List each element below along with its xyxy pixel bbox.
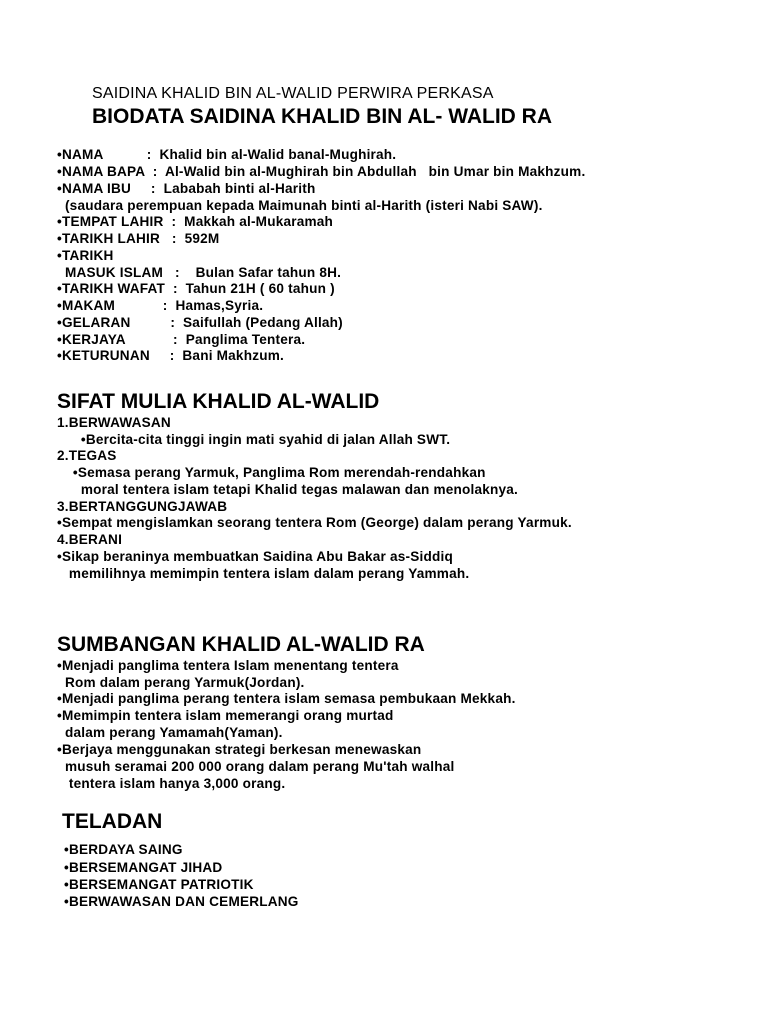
teladan-heading: TELADAN [62, 810, 163, 833]
biodata-line: •GELARAN : Saifullah (Pedang Allah) [57, 315, 343, 330]
sifat-line: 2.TEGAS [57, 448, 117, 463]
biodata-line: •NAMA IBU : Lababah binti al-Harith [57, 181, 316, 196]
sumbangan-line: •Menjadi panglima perang tentera islam semasa pembukaan Mekkah. [57, 691, 516, 706]
biodata-line: MASUK ISLAM : Bulan Safar tahun 8H. [57, 265, 342, 280]
sumbangan-line: •Menjadi panglima tentera Islam menentang tentera [57, 658, 399, 673]
sifat-heading: SIFAT MULIA KHALID AL-WALID [57, 390, 380, 413]
sumbangan-line: musuh seramai 200 000 orang dalam perang Mu'tah walhal [57, 759, 455, 774]
sumbangan-heading: SUMBANGAN KHALID AL-WALID RA [57, 633, 425, 656]
document-title: BIODATA SAIDINA KHALID BIN AL- WALID RA [92, 105, 553, 128]
sifat-line: •Sikap beraninya membuatkan Saidina Abu Bakar as-Siddiq [57, 549, 453, 564]
biodata-line: •TARIKH LAHIR : 592M [57, 231, 220, 246]
sifat-line: •Semasa perang Yarmuk, Panglima Rom merendah-rendahkan [57, 465, 486, 480]
sifat-line: 4.BERANI [57, 532, 123, 547]
biodata-line: •NAMA BAPA : Al-Walid bin al-Mughirah bin Abdullah bin Umar bin Makhzum. [57, 164, 586, 179]
biodata-line: •TARIKH WAFAT : Tahun 21H ( 60 tahun ) [57, 281, 335, 296]
teladan-line: •BERSEMANGAT JIHAD [64, 860, 223, 875]
sifat-line: •Sempat mengislamkan seorang tentera Rom (George) dalam perang Yarmuk. [57, 515, 572, 530]
document-subtitle: SAIDINA KHALID BIN AL-WALID PERWIRA PERKASA [92, 85, 494, 102]
sifat-line: moral tentera islam tetapi Khalid tegas malawan dan menolaknya. [57, 482, 519, 497]
sifat-line: •Bercita-cita tinggi ingin mati syahid di jalan Allah SWT. [57, 432, 451, 447]
biodata-line: •NAMA : Khalid bin al-Walid banal-Mughirah. [57, 147, 397, 162]
sumbangan-line: Rom dalam perang Yarmuk(Jordan). [57, 675, 305, 690]
teladan-line: •BERDAYA SAING [64, 842, 183, 857]
sifat-line: 3.BERTANGGUNGJAWAB [57, 499, 228, 514]
teladan-line: •BERWAWASAN DAN CEMERLANG [64, 894, 299, 909]
biodata-line: •TARIKH [57, 248, 114, 263]
teladan-line: •BERSEMANGAT PATRIOTIK [64, 877, 254, 892]
sifat-line: memilihnya memimpin tentera islam dalam perang Yammah. [57, 566, 470, 581]
sumbangan-line: dalam perang Yamamah(Yaman). [57, 725, 283, 740]
biodata-line: •KETURUNAN : Bani Makhzum. [57, 348, 284, 363]
biodata-line: (saudara perempuan kepada Maimunah binti al-Harith (isteri Nabi SAW). [57, 198, 543, 213]
sifat-line: 1.BERWAWASAN [57, 415, 171, 430]
biodata-line: •TEMPAT LAHIR : Makkah al-Mukaramah [57, 214, 334, 229]
biodata-line: •MAKAM : Hamas,Syria. [57, 298, 264, 313]
sumbangan-line: •Berjaya menggunakan strategi berkesan menewaskan [57, 742, 422, 757]
sumbangan-line: •Memimpin tentera islam memerangi orang murtad [57, 708, 394, 723]
biodata-line: •KERJAYA : Panglima Tentera. [57, 332, 306, 347]
sumbangan-line: tentera islam hanya 3,000 orang. [57, 776, 286, 791]
